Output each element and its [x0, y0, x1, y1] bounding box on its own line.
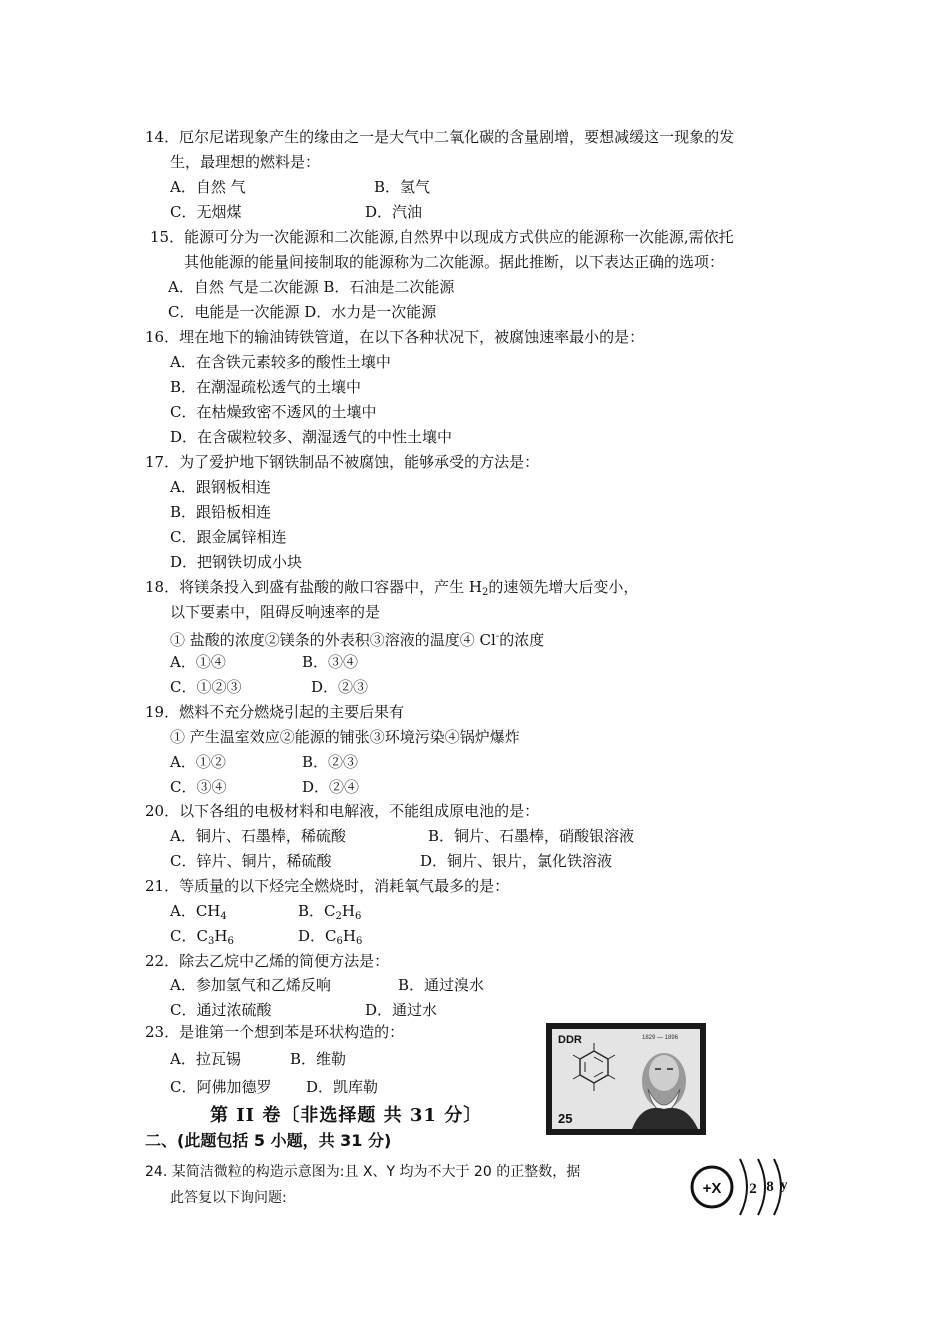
q16-option-a: A．在含铁元素较多的酸性土壤中 — [170, 353, 391, 371]
q17-option-c: C．跟金属锌相连 — [170, 528, 287, 546]
q23-option-a: A．拉瓦锡 — [170, 1050, 241, 1068]
q17-stem: 17．为了爱护地下钢铁制品不被腐蚀，能够承受的方法是： — [145, 453, 540, 471]
q22-option-d: D．通过水 — [365, 1001, 438, 1019]
q22-option-a: A．参加氢气和乙烯反响 — [170, 976, 331, 994]
q18-factors: ① 盐酸的浓度②镁条的外表积③溶液的温度④ Cl-的浓度 — [170, 631, 545, 649]
q14-stem-cont: 生，最理想的燃料是： — [170, 153, 321, 171]
stamp-value: 25 — [558, 1111, 573, 1126]
q17-option-a: A．跟钢板相连 — [170, 478, 271, 496]
q15-stem-cont: 其他能源的能量间接制取的能源称为二次能源。据此推断，以下表达正确的选项： — [184, 253, 725, 271]
q18-option-b: B．③④ — [302, 653, 359, 671]
q18-option-c: C．①②③ — [170, 678, 242, 696]
q21-option-b: B．$C_2H_6$ — [298, 902, 362, 922]
shell1-electrons: 2 — [749, 1181, 757, 1197]
particle-structure-diagram — [688, 1155, 798, 1225]
stamp-illustration — [552, 1029, 700, 1129]
electron-shell-1 — [740, 1159, 747, 1215]
kekule-stamp-image — [546, 1023, 706, 1135]
q18-option-a: A．①④ — [170, 653, 226, 671]
q17-option-d: D．把钢铁切成小块 — [170, 553, 303, 571]
stamp-years: 1829 — 1896 — [642, 1035, 679, 1041]
part2-title: 第 II 卷〔非选择题 共 31 分〕 — [210, 1105, 483, 1126]
q20-option-c: C．锌片、铜片，稀硫酸 — [170, 852, 332, 870]
q15-options-ab: A．自然 气是二次能源 B．石油是二次能源 — [168, 278, 455, 296]
q23-option-b: B．维勒 — [290, 1050, 347, 1068]
q20-option-b: B．铜片、石墨棒，硝酸银溶液 — [428, 827, 635, 845]
q19-option-c: C．③④ — [170, 778, 227, 796]
q18-option-d: D．②③ — [311, 678, 369, 696]
q17-option-b: B．跟铅板相连 — [170, 503, 272, 521]
q22-stem: 22．除去乙烷中乙烯的简便方法是： — [145, 952, 390, 970]
q20-stem: 20．以下各组的电极材料和电解液，不能组成原电池的是： — [145, 802, 540, 820]
q14-option-d: D．汽油 — [365, 203, 423, 221]
q20-option-a: A．铜片、石墨棒，稀硫酸 — [170, 827, 346, 845]
q16-option-c: C．在枯燥致密不透风的土壤中 — [170, 403, 377, 421]
electron-shell-2 — [758, 1159, 765, 1215]
q18-stem-cont: 以下要素中，阻碍反响速率的是 — [170, 603, 381, 621]
q16-option-d: D．在含碳粒较多、潮湿透气的中性土壤中 — [170, 428, 453, 446]
q21-stem: 21．等质量的以下烃完全燃烧时，消耗氧气最多的是： — [145, 877, 510, 895]
q19-option-d: D．②④ — [302, 778, 360, 796]
q19-stem: 19．燃料不充分燃烧引起的主要后果有 — [145, 703, 405, 721]
section-2-heading: 二、(此题包括 5 小题，共 31 分) — [145, 1131, 392, 1150]
q19-option-b: B．②③ — [302, 753, 359, 771]
q18-stem: 18．将镁条投入到盛有盐酸的敞口容器中，产生 $H_2$的速领先增大后变小， — [145, 578, 639, 598]
shell2-electrons: 8 — [766, 1179, 774, 1195]
stamp-country: DDR — [558, 1034, 582, 1046]
q22-option-b: B．通过溴水 — [398, 976, 485, 994]
q19-option-a: A．①② — [170, 753, 226, 771]
nucleus-charge: +X — [702, 1180, 722, 1197]
q24-stem: 24. 某简洁微粒的构造示意图为:且 X、Y 均为不大于 20 的正整数，据 — [145, 1164, 581, 1180]
q20-option-d: D．铜片、银片，氯化铁溶液 — [420, 852, 613, 870]
q16-stem: 16．埋在地下的输油铸铁管道，在以下各种状况下，被腐蚀速率最小的是： — [145, 328, 645, 346]
q14-option-a: A．自然 气 — [170, 178, 246, 196]
q21-option-d: D．$C_6H_6$ — [298, 927, 363, 947]
q23-option-d: D．凯库勒 — [306, 1078, 379, 1096]
q16-option-b: B．在潮湿疏松透气的土壤中 — [170, 378, 362, 396]
q24-stem-cont: 此答复以下询问题: — [170, 1190, 287, 1206]
q14-option-b: B．氢气 — [374, 178, 431, 196]
q14-option-c: C．无烟煤 — [170, 203, 242, 221]
q19-consequences: ① 产生温室效应②能源的铺张③环境污染④锅炉爆炸 — [170, 728, 520, 746]
q21-option-c: C．$C_3H_6$ — [170, 927, 234, 947]
q23-option-c: C．阿佛加德罗 — [170, 1078, 272, 1096]
q14-stem: 14．厄尔尼诺现象产生的缘由之一是大气中二氧化碳的含量剧增，要想减缓这一现象的发 — [145, 128, 735, 146]
q22-option-c: C．通过浓硫酸 — [170, 1001, 272, 1019]
q15-stem: 15．能源可分为一次能源和二次能源,自然界中以现成方式供应的能源称一次能源,需依托 — [150, 228, 734, 246]
shell3-electrons: y — [780, 1178, 788, 1193]
q23-stem: 23．是谁第一个想到苯是环状构造的： — [145, 1023, 405, 1041]
q21-option-a: A．$CH_4$ — [170, 902, 227, 922]
q15-options-cd: C．电能是一次能源 D．水力是一次能源 — [168, 303, 437, 321]
